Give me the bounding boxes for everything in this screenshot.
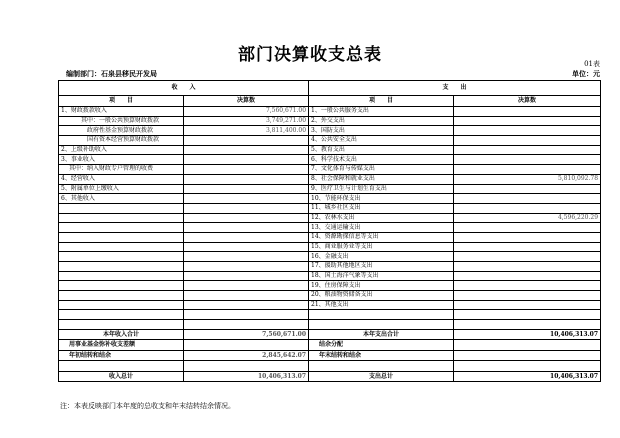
income-amount-cell: 3,749,271.00 (184, 116, 309, 126)
report-title: 部门决算收支总表 (238, 45, 382, 65)
income-item-cell (59, 213, 184, 223)
report-meta (58, 69, 600, 79)
expense-amount-cell (454, 155, 601, 165)
expense-item-cell: 19、住房保障支出 (309, 281, 454, 291)
column-header-row (59, 96, 601, 107)
begin-balance-value: 2,845,642.07 (184, 350, 309, 361)
expense-amount-cell (454, 184, 601, 194)
income-amount-header: 决算数 (184, 96, 309, 107)
table-row (59, 174, 601, 184)
grand-expense-value: 10,406,313.07 (454, 371, 601, 382)
income-amount-cell (184, 203, 309, 213)
table-row (59, 126, 601, 136)
table-row (59, 165, 601, 175)
expense-amount-cell (454, 203, 601, 213)
table-row (59, 252, 601, 262)
table-row (59, 320, 601, 330)
income-amount-cell (184, 310, 309, 320)
income-amount-cell: 3,811,400.00 (184, 126, 309, 136)
income-total-value: 7,560,671.00 (184, 329, 309, 340)
fund-gap-row (59, 340, 601, 351)
income-amount-cell (184, 194, 309, 204)
expense-item-cell: 16、金融支出 (309, 252, 454, 262)
expense-amount-cell (454, 116, 601, 126)
expense-amount-cell (454, 262, 601, 272)
expense-amount-header: 决算数 (454, 96, 601, 107)
empty-cell (59, 361, 184, 372)
begin-balance-label: 年初结转和结余 (59, 350, 184, 361)
table-row (59, 271, 601, 281)
expense-item-cell (309, 320, 454, 330)
income-amount-cell (184, 165, 309, 175)
expense-amount-cell (454, 242, 601, 252)
grand-expense-label: 支出总计 (309, 371, 454, 382)
expense-total-label: 本年支出合计 (309, 329, 454, 340)
income-total-label: 本年收入合计 (59, 329, 184, 340)
expense-item-cell: 6、科学技术支出 (309, 155, 454, 165)
expense-item-cell: 20、粮油物资储备支出 (309, 291, 454, 301)
table-row (59, 136, 601, 146)
income-amount-cell (184, 262, 309, 272)
end-balance-label: 年末结转和结余 (309, 350, 454, 361)
income-amount-cell: 7,560,671.00 (184, 107, 309, 117)
surplus-dist-label: 结余分配 (309, 340, 454, 351)
end-balance-value (454, 350, 601, 361)
expense-item-header: 项 目 (309, 96, 454, 107)
income-item-cell (59, 203, 184, 213)
expense-item-cell: 14、资源勘探信息等支出 (309, 232, 454, 242)
surplus-dist-value (454, 340, 601, 351)
income-item-cell (59, 223, 184, 233)
expense-item-cell (309, 310, 454, 320)
income-amount-cell (184, 300, 309, 310)
income-item-cell: 其中：纳入财政专户管理的收费 (59, 165, 184, 175)
expense-amount-cell (454, 271, 601, 281)
income-amount-cell (184, 242, 309, 252)
table-row (59, 203, 601, 213)
fund-gap-value (184, 340, 309, 351)
expense-item-cell: 10、节能环保支出 (309, 194, 454, 204)
table-row (59, 262, 601, 272)
footnote: 注：本表反映部门本年度的总收支和年末结转结余情况。 (60, 402, 235, 410)
income-item-cell: 5、附属单位上缴收入 (59, 184, 184, 194)
income-amount-cell (184, 232, 309, 242)
income-amount-cell (184, 184, 309, 194)
income-item-cell (59, 262, 184, 272)
table-row (59, 213, 601, 223)
income-amount-cell (184, 155, 309, 165)
income-item-cell: 4、经营收入 (59, 174, 184, 184)
expense-header: 支 出 (309, 81, 601, 96)
expense-amount-cell: 4,596,220.29 (454, 213, 601, 223)
table-row (59, 116, 601, 126)
expense-item-cell: 21、其他支出 (309, 300, 454, 310)
empty-cell (184, 361, 309, 372)
income-item-cell: 国有资本经营预算财政拨款 (59, 136, 184, 146)
expense-amount-cell (454, 310, 601, 320)
grand-income-value: 10,406,313.07 (184, 371, 309, 382)
expense-item-cell: 4、公共安全支出 (309, 136, 454, 146)
expense-item-cell: 3、国防支出 (309, 126, 454, 136)
table-row (59, 310, 601, 320)
expense-item-cell: 11、城乡社区支出 (309, 203, 454, 213)
section-header-row (59, 81, 601, 96)
expense-item-cell: 18、国土海洋气象等支出 (309, 271, 454, 281)
income-amount-cell (184, 136, 309, 146)
income-expense-table (58, 80, 601, 382)
expense-amount-cell (454, 107, 601, 117)
expense-amount-cell (454, 232, 601, 242)
income-amount-cell (184, 213, 309, 223)
table-row (59, 281, 601, 291)
income-item-cell (59, 300, 184, 310)
table-row (59, 194, 601, 204)
expense-amount-cell (454, 194, 601, 204)
expense-amount-cell: 5,810,092.78 (454, 174, 601, 184)
expense-amount-cell (454, 136, 601, 146)
table-row (59, 232, 601, 242)
expense-amount-cell (454, 126, 601, 136)
income-item-cell: 政府性基金预算财政拨款 (59, 126, 184, 136)
table-row (59, 107, 601, 117)
income-item-cell (59, 252, 184, 262)
empty-cell (309, 361, 454, 372)
expense-item-cell: 9、医疗卫生与计划生育支出 (309, 184, 454, 194)
table-row (59, 242, 601, 252)
income-amount-cell (184, 252, 309, 262)
expense-amount-cell (454, 320, 601, 330)
income-item-cell: 1、财政拨款收入 (59, 107, 184, 117)
expense-amount-cell (454, 223, 601, 233)
balance-row (59, 350, 601, 361)
table-row (59, 155, 601, 165)
form-code: 01表 (584, 60, 600, 68)
expense-amount-cell (454, 281, 601, 291)
income-item-cell: 2、上级补助收入 (59, 145, 184, 155)
expense-item-cell: 17、援助其他地区支出 (309, 262, 454, 272)
expense-amount-cell (454, 165, 601, 175)
org-label: 编制部门：石泉县移民开发局 (66, 69, 157, 78)
expense-item-cell: 2、外交支出 (309, 116, 454, 126)
expense-item-cell: 1、一般公共服务支出 (309, 107, 454, 117)
expense-total-value: 10,406,313.07 (454, 329, 601, 340)
income-item-cell (59, 271, 184, 281)
income-item-cell: 6、其他收入 (59, 194, 184, 204)
expense-amount-cell (454, 145, 601, 155)
grand-total-row (59, 371, 601, 382)
expense-item-cell: 7、文化体育与传媒支出 (309, 165, 454, 175)
expense-amount-cell (454, 300, 601, 310)
expense-item-cell: 12、农林水支出 (309, 213, 454, 223)
table-body (59, 107, 601, 330)
income-item-cell (59, 291, 184, 301)
income-item-cell: 其中：一般公共预算财政拨款 (59, 116, 184, 126)
income-amount-cell (184, 281, 309, 291)
expense-amount-cell (454, 291, 601, 301)
table-row (59, 184, 601, 194)
income-amount-cell (184, 320, 309, 330)
income-amount-cell (184, 145, 309, 155)
expense-amount-cell (454, 252, 601, 262)
expense-item-cell: 8、社会保障和就业支出 (309, 174, 454, 184)
unit-label: 单位：元 (572, 69, 600, 78)
expense-item-cell: 13、交通运输支出 (309, 223, 454, 233)
empty-row (59, 361, 601, 372)
income-item-cell: 3、事业收入 (59, 155, 184, 165)
income-item-header: 项 目 (59, 96, 184, 107)
income-item-cell (59, 320, 184, 330)
income-amount-cell (184, 271, 309, 281)
income-item-cell (59, 281, 184, 291)
income-item-cell (59, 310, 184, 320)
table-row (59, 300, 601, 310)
income-amount-cell (184, 291, 309, 301)
empty-cell (454, 361, 601, 372)
income-amount-cell (184, 223, 309, 233)
expense-item-cell: 5、教育支出 (309, 145, 454, 155)
income-amount-cell (184, 174, 309, 184)
table-row (59, 223, 601, 233)
table-row (59, 145, 601, 155)
annual-total-row (59, 329, 601, 340)
grand-income-label: 收入总计 (59, 371, 184, 382)
income-item-cell (59, 242, 184, 252)
fund-gap-label: 用事业基金弥补收支差额 (59, 340, 184, 351)
income-item-cell (59, 232, 184, 242)
expense-item-cell: 15、商业服务业等支出 (309, 242, 454, 252)
table-row (59, 291, 601, 301)
income-header: 收 入 (59, 81, 309, 96)
